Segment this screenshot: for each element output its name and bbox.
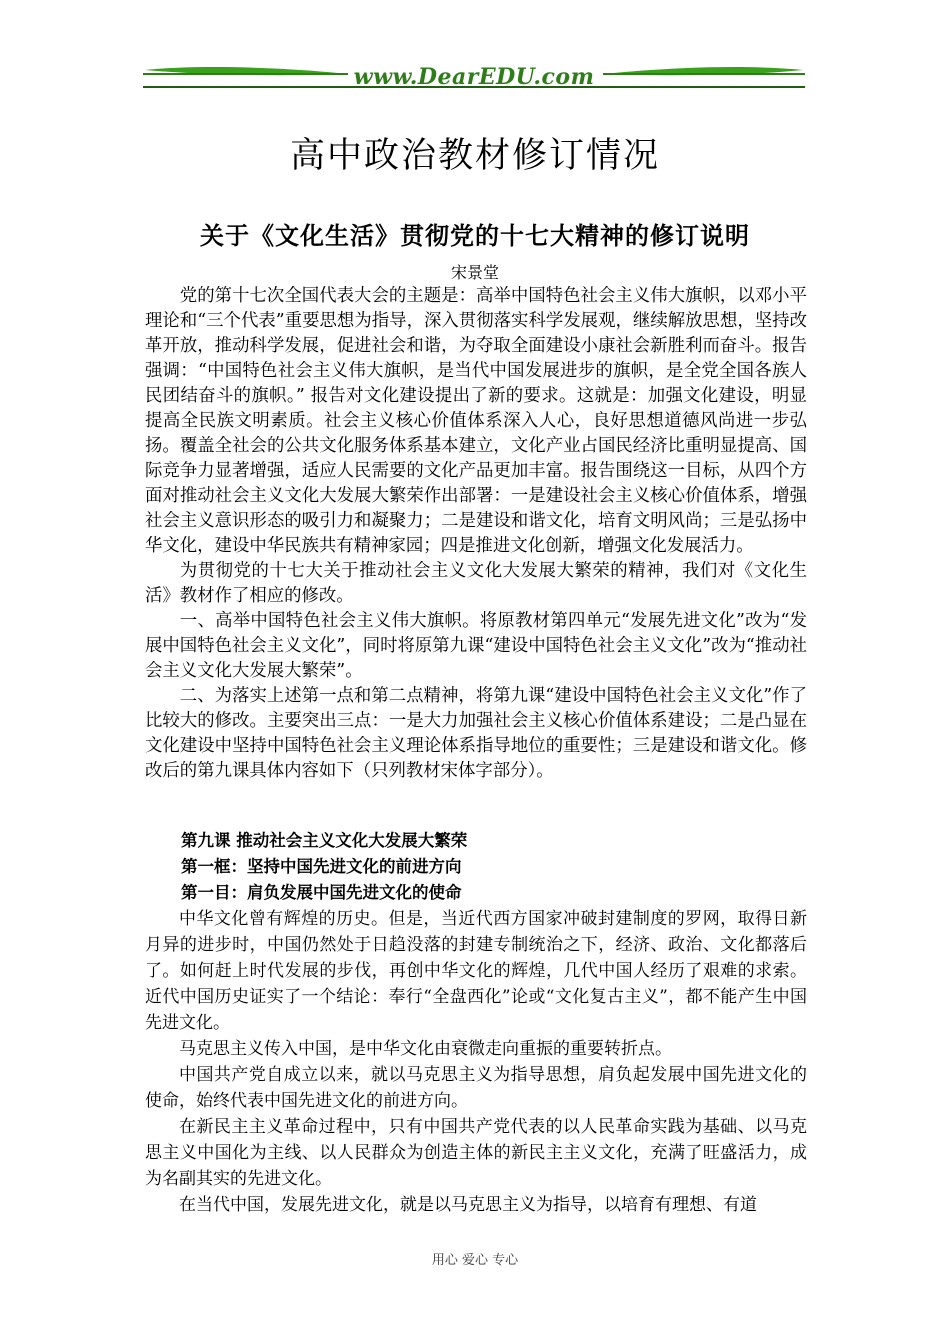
lesson-paragraph: 中华文化曾有辉煌的历史。但是，当近代西方国家冲破封建制度的罗网，取得日新月异的进步时，中国仍然处于日趋没落的封建专制统治之下，经济、政治、文化都落后了。如何赶上时代发展的步伐，再创中华文化的辉煌，几代中国人经历了艰难的求索。近代中国历史证实了一个结论：奉行“全盘西化”论或“文化复古主义”，都不能产生中国先进文化。	[145, 909, 807, 1033]
lesson-section	[145, 828, 807, 1218]
lesson-paragraph: 在当代中国，发展先进文化，就是以马克思主义为指导，以培育有理想、有道	[179, 1195, 757, 1215]
site-logo-text[interactable]: www.DearEDU.com	[353, 64, 595, 90]
item-title: 第一目：肩负发展中国先进文化的使命	[181, 883, 462, 902]
frame-title: 第一框：坚持中国先进文化的前进方向	[181, 857, 462, 876]
lesson-paragraph: 在新民主主义革命过程中，只有中国共产党代表的以人民革命实践为基础、以马克思主义中国化为主线、以人民群众为创造主体的新民主主义文化，充满了旺盛活力，成为名副其实的先进文化。	[145, 1117, 807, 1189]
paragraph: 为贯彻党的十七大关于推动社会主义文化大发展大繁荣的精神，我们对《文化生活》教材作了相应的修改。	[145, 561, 807, 606]
lesson-paragraph: 马克思主义传入中国，是中华文化由衰微走向重振的重要转折点。	[179, 1039, 672, 1059]
paragraph: 党的第十七次全国代表大会的主题是：高举中国特色社会主义伟大旗帜，以邓小平理论和“三个代表”重要思想为指导，深入贯彻落实科学发展观，继续解放思想，坚持改革开放，推动科学发展，促进社会和谐，为夺取全面建设小康社会新胜利而奋斗。报告强调：“中国特色社会主义伟大旗帜，是当代中国发展进步的旗帜，是全党全国各族人民团结奋斗的旗帜。” 报告对文化建设提出了新的要求。这就是：加强文化建设，明显提高全民族文明素质。社会主义核心价值体系深入人心，良好思想道德风尚进一步弘扬。覆盖全社会的公共文化服务体系基本建立，文化产业占国民经济比重明显提高、国际竞争力显著增强，适应人民需要的文化产品更加丰富。报告围绕这一目标，从四个方面对推动社会主义文化大发展大繁荣作出部署：一是建设社会主义核心价值体系，增强社会主义意识形态的吸引力和凝聚力；二是建设和谐文化，培育文明风尚；三是弘扬中华文化，建设中华民族共有精神家园；四是推进文化创新，增强文化发展活力。	[145, 286, 807, 556]
page-subtitle: 关于《文化生活》贯彻党的十七大精神的修订说明	[200, 222, 750, 250]
paragraph: 一、高举中国特色社会主义伟大旗帜。将原教材第四单元“发展先进文化”改为“发展中国特色社会主义文化”，同时将原第九课“建设中国特色社会主义文化”改为“推动社会主义文化大发展大繁荣”。	[145, 611, 807, 681]
lesson-paragraph: 中国共产党自成立以来，就以马克思主义为指导思想，肩负起发展中国先进文化的使命，始终代表中国先进文化的前进方向。	[145, 1065, 807, 1111]
intro-section	[145, 284, 807, 784]
paragraph: 二、为落实上述第一点和第二点精神，将第九课“建设中国特色社会主义文化”作了比较大的修改。主要突出三点：一是大力加强社会主义核心价值体系建设；二是凸显在文化建设中坚持中国特色社会主义理论体系指导地位的重要性；三是建设和谐文化。修改后的第九课具体内容如下（只列教材宋体字部分）。	[145, 686, 807, 781]
page-footer: 用心 爱心 专心	[431, 1253, 519, 1268]
site-header-banner	[143, 60, 805, 100]
page-title: 高中政治教材修订情况	[289, 136, 660, 176]
author-name: 宋景堂	[450, 263, 499, 282]
lesson-title: 第九课 推动社会主义文化大发展大繁荣	[181, 831, 468, 850]
